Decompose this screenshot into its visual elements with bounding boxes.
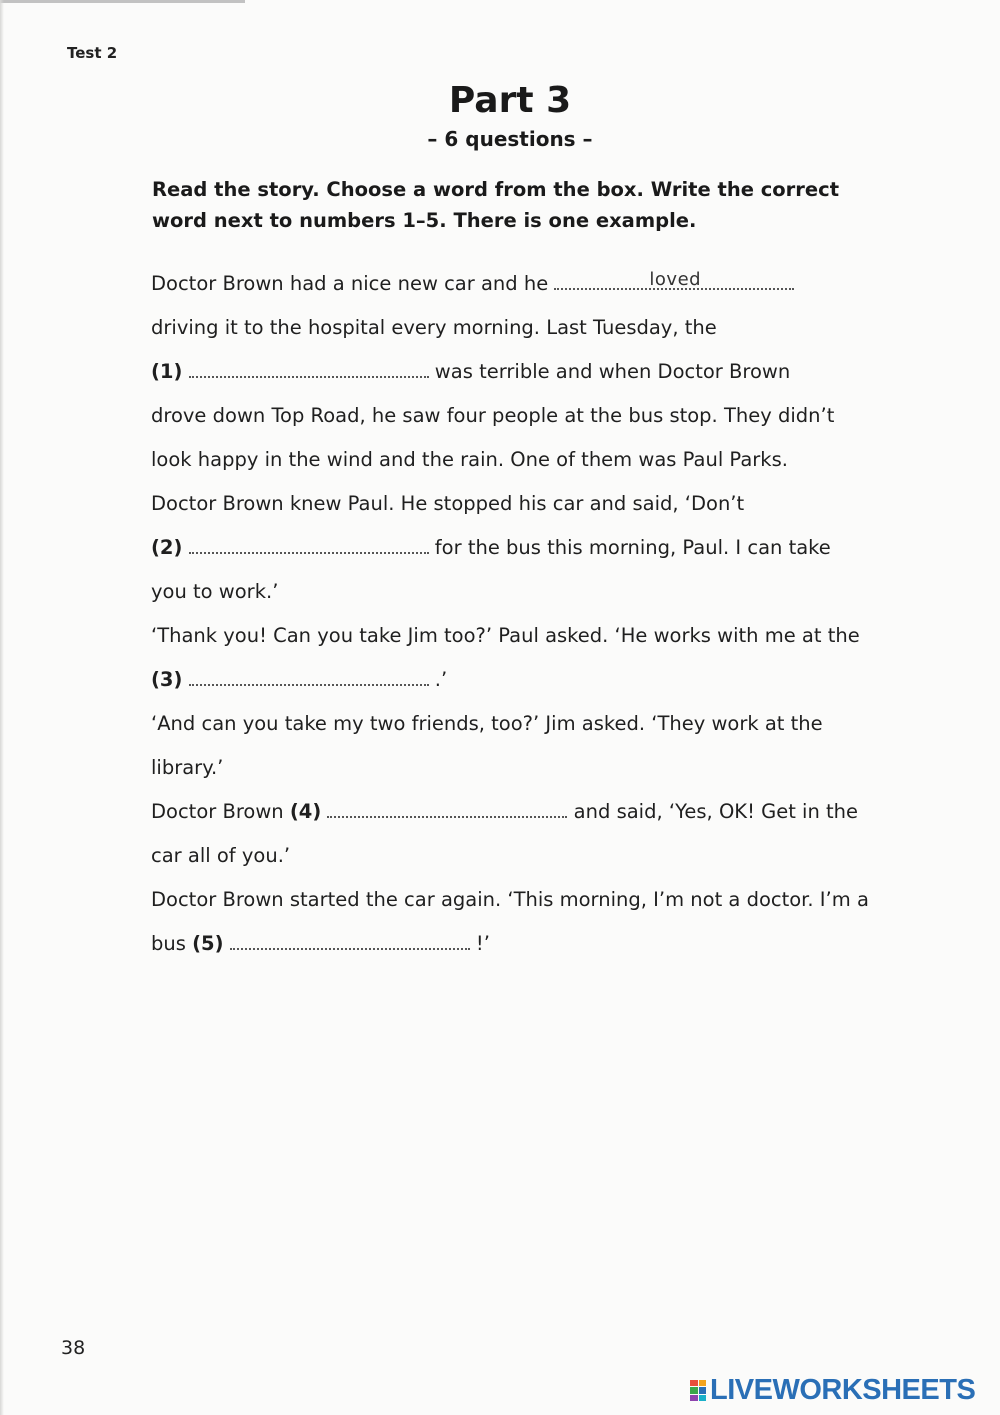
question-number-1: (1)	[151, 360, 183, 383]
story-line	[151, 922, 881, 966]
story-text: bus	[151, 932, 193, 955]
story-text: and said, ‘Yes, OK! Get in the	[567, 800, 859, 823]
story-line: Doctor Brown knew Paul. He stopped his car and said, ‘Don’t	[151, 492, 745, 515]
instructions-line-1: Read the story. Choose a word from the box. Write the correct	[152, 178, 840, 201]
page-number: 38	[61, 1337, 86, 1359]
instructions-line-2: word next to numbers 1–5. There is one example.	[152, 209, 697, 232]
part-subtitle: – 6 questions –	[427, 127, 593, 151]
liveworksheets-logo	[690, 1374, 975, 1407]
story-line: Doctor Brown started the car again. ‘This morning, I’m not a doctor. I’m a	[151, 888, 869, 911]
example-answer: loved	[649, 269, 702, 290]
story-line: library.’	[151, 756, 224, 779]
story-text: Doctor Brown	[151, 800, 290, 823]
answer-blank-2[interactable]	[189, 532, 429, 554]
brand-name: LIVEWORKSHEETS	[710, 1374, 976, 1406]
question-number-4: (4)	[289, 800, 322, 823]
answer-blank-5[interactable]	[230, 928, 470, 950]
instructions	[152, 174, 872, 236]
question-number-2: (2)	[151, 536, 183, 559]
answer-blank-4[interactable]	[327, 796, 567, 818]
story-text: .’	[428, 668, 448, 691]
story	[151, 262, 881, 966]
story-line: look happy in the wind and the rain. One of them was Paul Parks.	[151, 448, 788, 471]
story-line: car all of you.’	[151, 844, 291, 867]
test-label: Test 2	[67, 44, 118, 62]
story-line	[151, 790, 881, 834]
story-line: ‘Thank you! Can you take Jim too?’ Paul asked. ‘He works with me at the	[151, 624, 860, 647]
story-line: driving it to the hospital every morning. Last Tuesday, the	[151, 316, 717, 339]
story-line: drove down Top Road, he saw four people at the bus stop. They didn’t	[151, 404, 835, 427]
story-line	[151, 262, 881, 306]
story-line	[151, 526, 881, 570]
story-line	[151, 658, 881, 702]
story-line: you to work.’	[151, 580, 279, 603]
story-text: !’	[469, 932, 490, 955]
top-rule	[0, 0, 245, 3]
answer-blank-1[interactable]	[189, 356, 429, 378]
story-line: ‘And can you take my two friends, too?’ Jim asked. ‘They work at the	[151, 712, 823, 735]
liveworksheets-icon	[690, 1380, 706, 1402]
story-text: for the bus this morning, Paul. I can take	[428, 536, 831, 559]
answer-blank-3[interactable]	[189, 664, 429, 686]
story-line	[151, 350, 881, 394]
story-text: Doctor Brown had a nice new car and he	[151, 272, 555, 295]
question-number-3: (3)	[151, 668, 183, 691]
page-edge-shadow	[0, 0, 4, 1415]
part-title: Part 3	[448, 80, 572, 121]
story-text: was terrible and when Doctor Brown	[428, 360, 791, 383]
question-number-5: (5)	[192, 932, 224, 955]
example-answer-blank	[554, 268, 794, 290]
